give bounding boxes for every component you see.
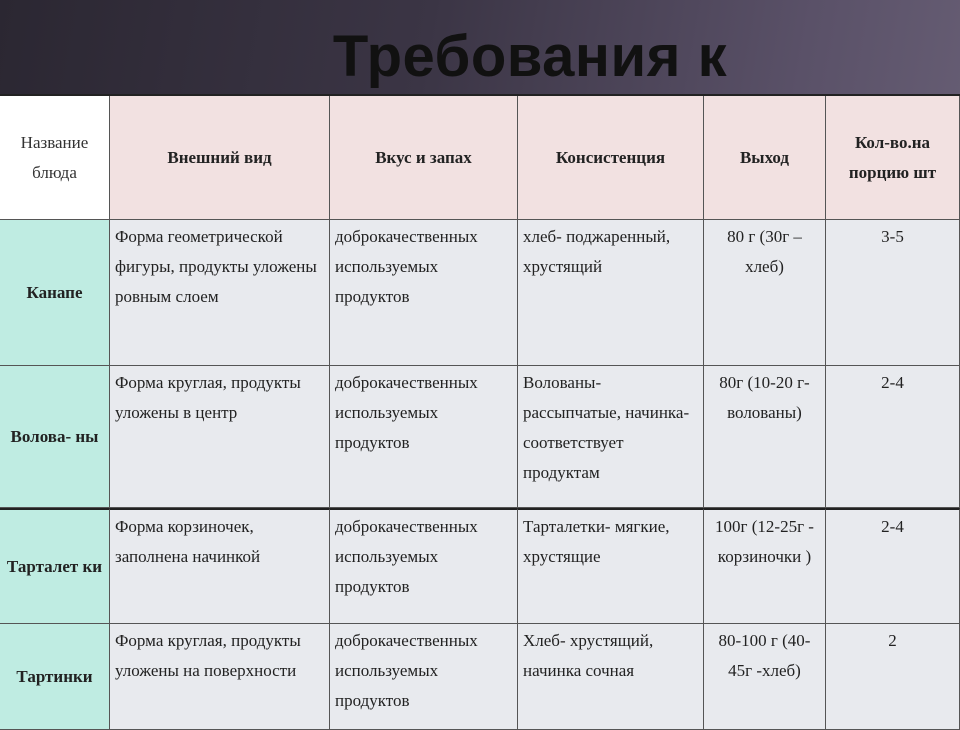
dish-name-cell: Канапе: [0, 220, 110, 366]
quantity-cell: 2-4: [826, 366, 960, 508]
taste-cell: доброкачественных используемых продуктов: [330, 624, 518, 730]
appearance-cell: Форма круглая, продукты уложены на поверхности: [110, 624, 330, 730]
taste-cell: доброкачественных используемых продуктов: [330, 508, 518, 624]
quantity-cell: 2-4: [826, 508, 960, 624]
quantity-cell: 2: [826, 624, 960, 730]
taste-cell: доброкачественных используемых продуктов: [330, 366, 518, 508]
yield-cell: 80 г (30г – хлеб): [704, 220, 826, 366]
appearance-cell: Форма геометрической фигуры, продукты уложены ровным слоем: [110, 220, 330, 366]
header-quantity: Кол-во.на порцию шт: [826, 96, 960, 220]
header-yield: Выход: [704, 96, 826, 220]
yield-cell: 80г (10-20 г- волованы): [704, 366, 826, 508]
header-taste-smell: Вкус и запах: [330, 96, 518, 220]
consistency-cell: Хлеб- хрустящий, начинка сочная: [518, 624, 704, 730]
quantity-cell: 3-5: [826, 220, 960, 366]
consistency-cell: Тарталетки- мягкие, хрустящие: [518, 508, 704, 624]
taste-cell: доброкачественных используемых продуктов: [330, 220, 518, 366]
header-consistency: Консистенция: [518, 96, 704, 220]
requirements-table: [0, 94, 960, 720]
header-appearance: Внешний вид: [110, 96, 330, 220]
consistency-cell: Волованы- рассыпчатые, начинка- соответствует продуктам: [518, 366, 704, 508]
consistency-cell: хлеб- поджаренный, хрустящий: [518, 220, 704, 366]
appearance-cell: Форма круглая, продукты уложены в центр: [110, 366, 330, 508]
yield-cell: 80-100 г (40-45г -хлеб): [704, 624, 826, 730]
dish-name-cell: Тартинки: [0, 624, 110, 730]
appearance-cell: Форма корзиночек, заполнена начинкой: [110, 508, 330, 624]
header-dish-name: Название блюда: [0, 96, 110, 220]
dish-name-cell: Волова- ны: [0, 366, 110, 508]
dish-name-cell: Тарталет ки: [0, 508, 110, 624]
slide-title: Требования к: [332, 24, 728, 89]
yield-cell: 100г (12-25г - корзиночки ): [704, 508, 826, 624]
